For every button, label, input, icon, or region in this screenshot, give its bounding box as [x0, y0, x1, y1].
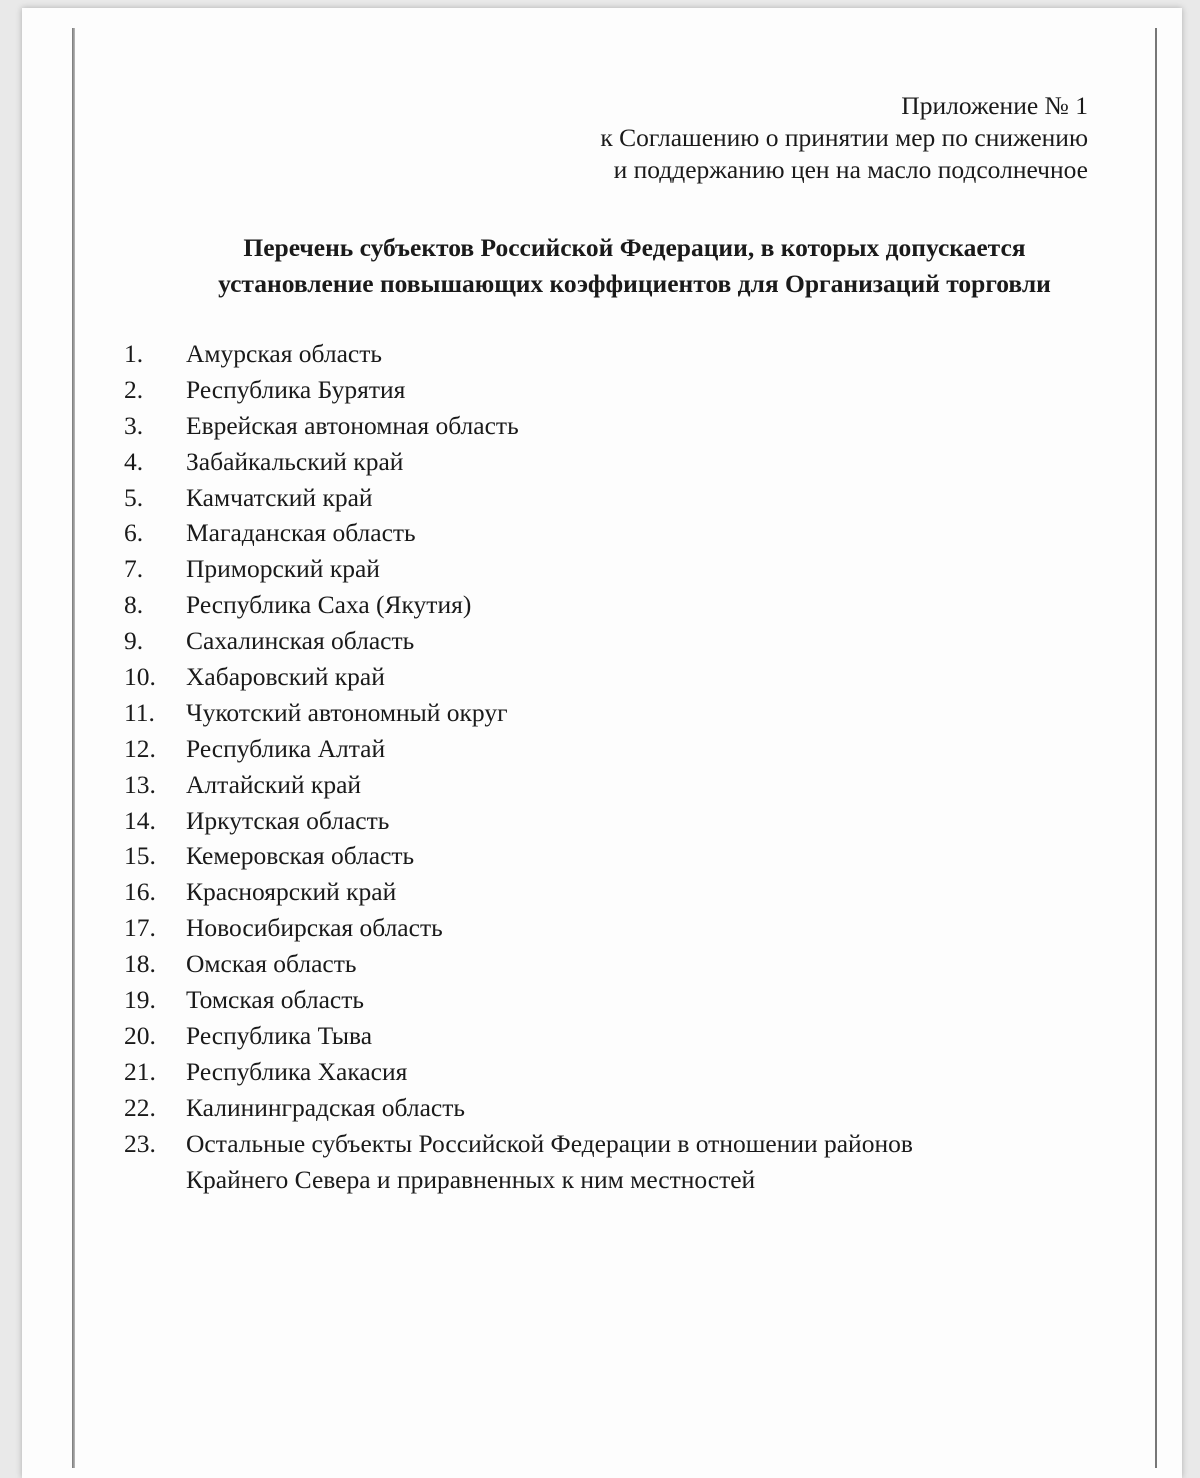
list-item: [124, 982, 986, 1018]
list-item-text: Иркутская область: [186, 805, 390, 835]
list-item-number: 18.: [124, 949, 156, 979]
list-item: [124, 695, 986, 731]
list-item-text: Остальные субъекты Российской Федерации в отношении районов Крайнего Севера и приравненных к ним местностей: [186, 1128, 913, 1194]
list-item-text: Республика Тыва: [186, 1020, 373, 1050]
list-item: [124, 336, 986, 372]
list-item: [124, 623, 986, 659]
list-item-number: 5.: [124, 482, 144, 512]
list-item: [124, 659, 986, 695]
document-title-line-2: установление повышающих коэффициентов для Организаций торговли: [218, 269, 1051, 298]
list-item: [124, 910, 986, 946]
list-item: [124, 515, 986, 551]
list-item: [124, 874, 986, 910]
list-item: [124, 946, 986, 982]
list-item-number: 8.: [124, 590, 144, 620]
list-item: [124, 1018, 986, 1054]
appendix-reference-line-1: к Соглашению о принятии мер по снижению: [600, 123, 1088, 152]
list-item-text: Кемеровская область: [186, 841, 415, 871]
list-item-number: 11.: [124, 697, 155, 727]
list-item-text: Республика Бурятия: [186, 374, 406, 404]
list-item-number: 20.: [124, 1020, 156, 1050]
list-item-number: 13.: [124, 769, 156, 799]
list-item: [124, 1090, 986, 1126]
list-item-number: 15.: [124, 841, 156, 871]
list-item: [124, 1054, 986, 1090]
list-item-number: 23.: [124, 1128, 156, 1158]
list-item-text: Приморский край: [186, 554, 380, 584]
list-item-text: Красноярский край: [186, 877, 397, 907]
document-title-line-1: Перечень субъектов Российской Федерации, в которых допускается: [243, 233, 1026, 262]
list-item-number: 21.: [124, 1056, 156, 1086]
regions-list: [124, 336, 986, 1198]
document-page: [22, 8, 1182, 1478]
list-item: [124, 372, 986, 408]
appendix-reference-line-2: и поддержанию цен на масло подсолнечное: [613, 155, 1088, 184]
list-item-text: Республика Саха (Якутия): [186, 590, 472, 620]
list-item-text: Сахалинская область: [186, 626, 415, 656]
list-item-text: Камчатский край: [186, 482, 373, 512]
list-item-number: 3.: [124, 410, 144, 440]
list-item-text: Республика Хакасия: [186, 1056, 408, 1086]
list-item-number: 16.: [124, 877, 156, 907]
list-item: [124, 587, 986, 623]
list-item-number: 7.: [124, 554, 144, 584]
list-item-number: 12.: [124, 733, 156, 763]
list-item-number: 14.: [124, 805, 156, 835]
list-item: [124, 767, 986, 803]
list-item-text: Алтайский край: [186, 769, 362, 799]
list-item-number: 19.: [124, 985, 156, 1015]
list-item-number: 2.: [124, 374, 144, 404]
list-item-number: 22.: [124, 1092, 156, 1122]
list-item-number: 9.: [124, 626, 144, 656]
list-item-text: Новосибирская область: [186, 913, 443, 943]
list-item-text: Чукотский автономный округ: [186, 697, 508, 727]
list-item-text: Забайкальский край: [186, 446, 404, 476]
list-item-text: Магаданская область: [186, 518, 416, 548]
list-item-number: 10.: [124, 662, 156, 692]
list-item-text: Еврейская автономная область: [186, 410, 519, 440]
list-item-text: Омская область: [186, 949, 357, 979]
list-item: [124, 731, 986, 767]
list-item-text: Амурская область: [186, 339, 383, 368]
list-item-number: 4.: [124, 446, 144, 476]
list-item-text: Томская область: [186, 985, 365, 1015]
list-item: [124, 480, 986, 516]
appendix-header: [600, 90, 1088, 186]
list-item: [124, 838, 986, 874]
list-item: [124, 444, 986, 480]
document-title: [22, 230, 1200, 302]
list-item-number: 1.: [124, 339, 144, 368]
list-item-number: 6.: [124, 518, 144, 548]
list-item: [124, 803, 986, 839]
appendix-number: Приложение № 1: [901, 91, 1088, 120]
list-item-text: Республика Алтай: [186, 733, 386, 763]
list-item-number: 17.: [124, 913, 156, 943]
list-item: [124, 1126, 986, 1198]
list-item-text: Хабаровский край: [186, 662, 385, 692]
list-item-text: Калининградская область: [186, 1092, 465, 1122]
list-item: [124, 551, 986, 587]
list-item: [124, 408, 986, 444]
